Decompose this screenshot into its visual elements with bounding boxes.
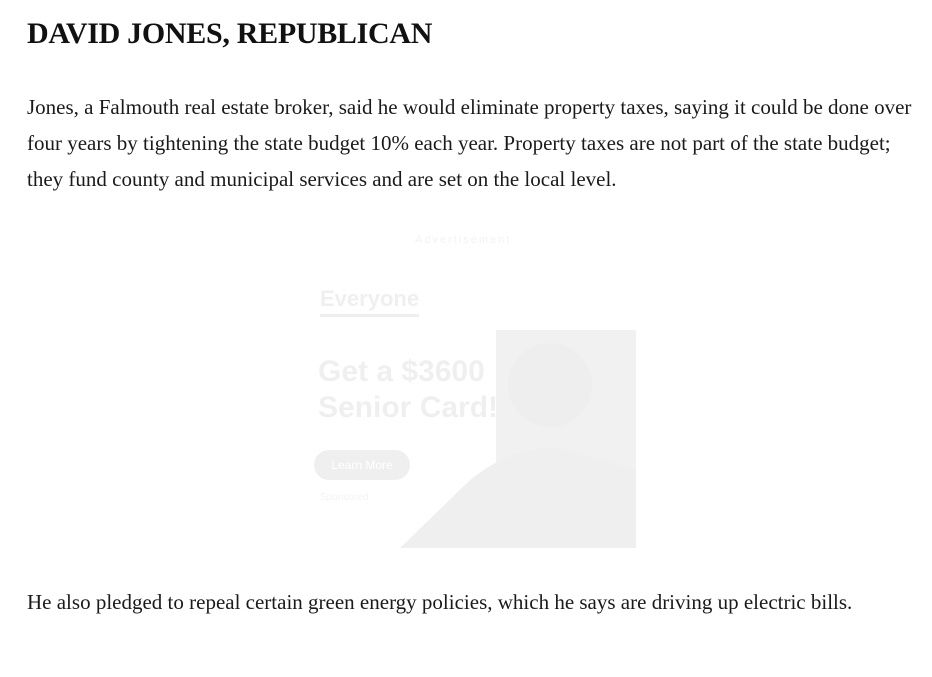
ad-brand-logo: Everyone [320, 286, 419, 317]
ad-photo [400, 330, 636, 548]
article-paragraph: Jones, a Falmouth real estate broker, said he would eliminate property taxes, saying it could be done over four years by tightening the state budget 10% each year. Property taxes are not part of the state budget; they fund county and municipal services and are set on the local level. [27, 95, 912, 191]
article-paragraph: He also pledged to repeal certain green energy policies, which he says are driving up electric bills. [27, 590, 853, 614]
advertisement-block[interactable] [300, 230, 640, 550]
ad-headline: Get a $3600 Senior Card! [318, 355, 499, 424]
ad-cta-button[interactable]: Learn More [314, 450, 410, 480]
ad-label: Advertisement [415, 234, 512, 246]
section-heading: DAVID JONES, REPUBLICAN [27, 17, 433, 50]
ad-sponsor-text: Sponsored [320, 492, 369, 503]
